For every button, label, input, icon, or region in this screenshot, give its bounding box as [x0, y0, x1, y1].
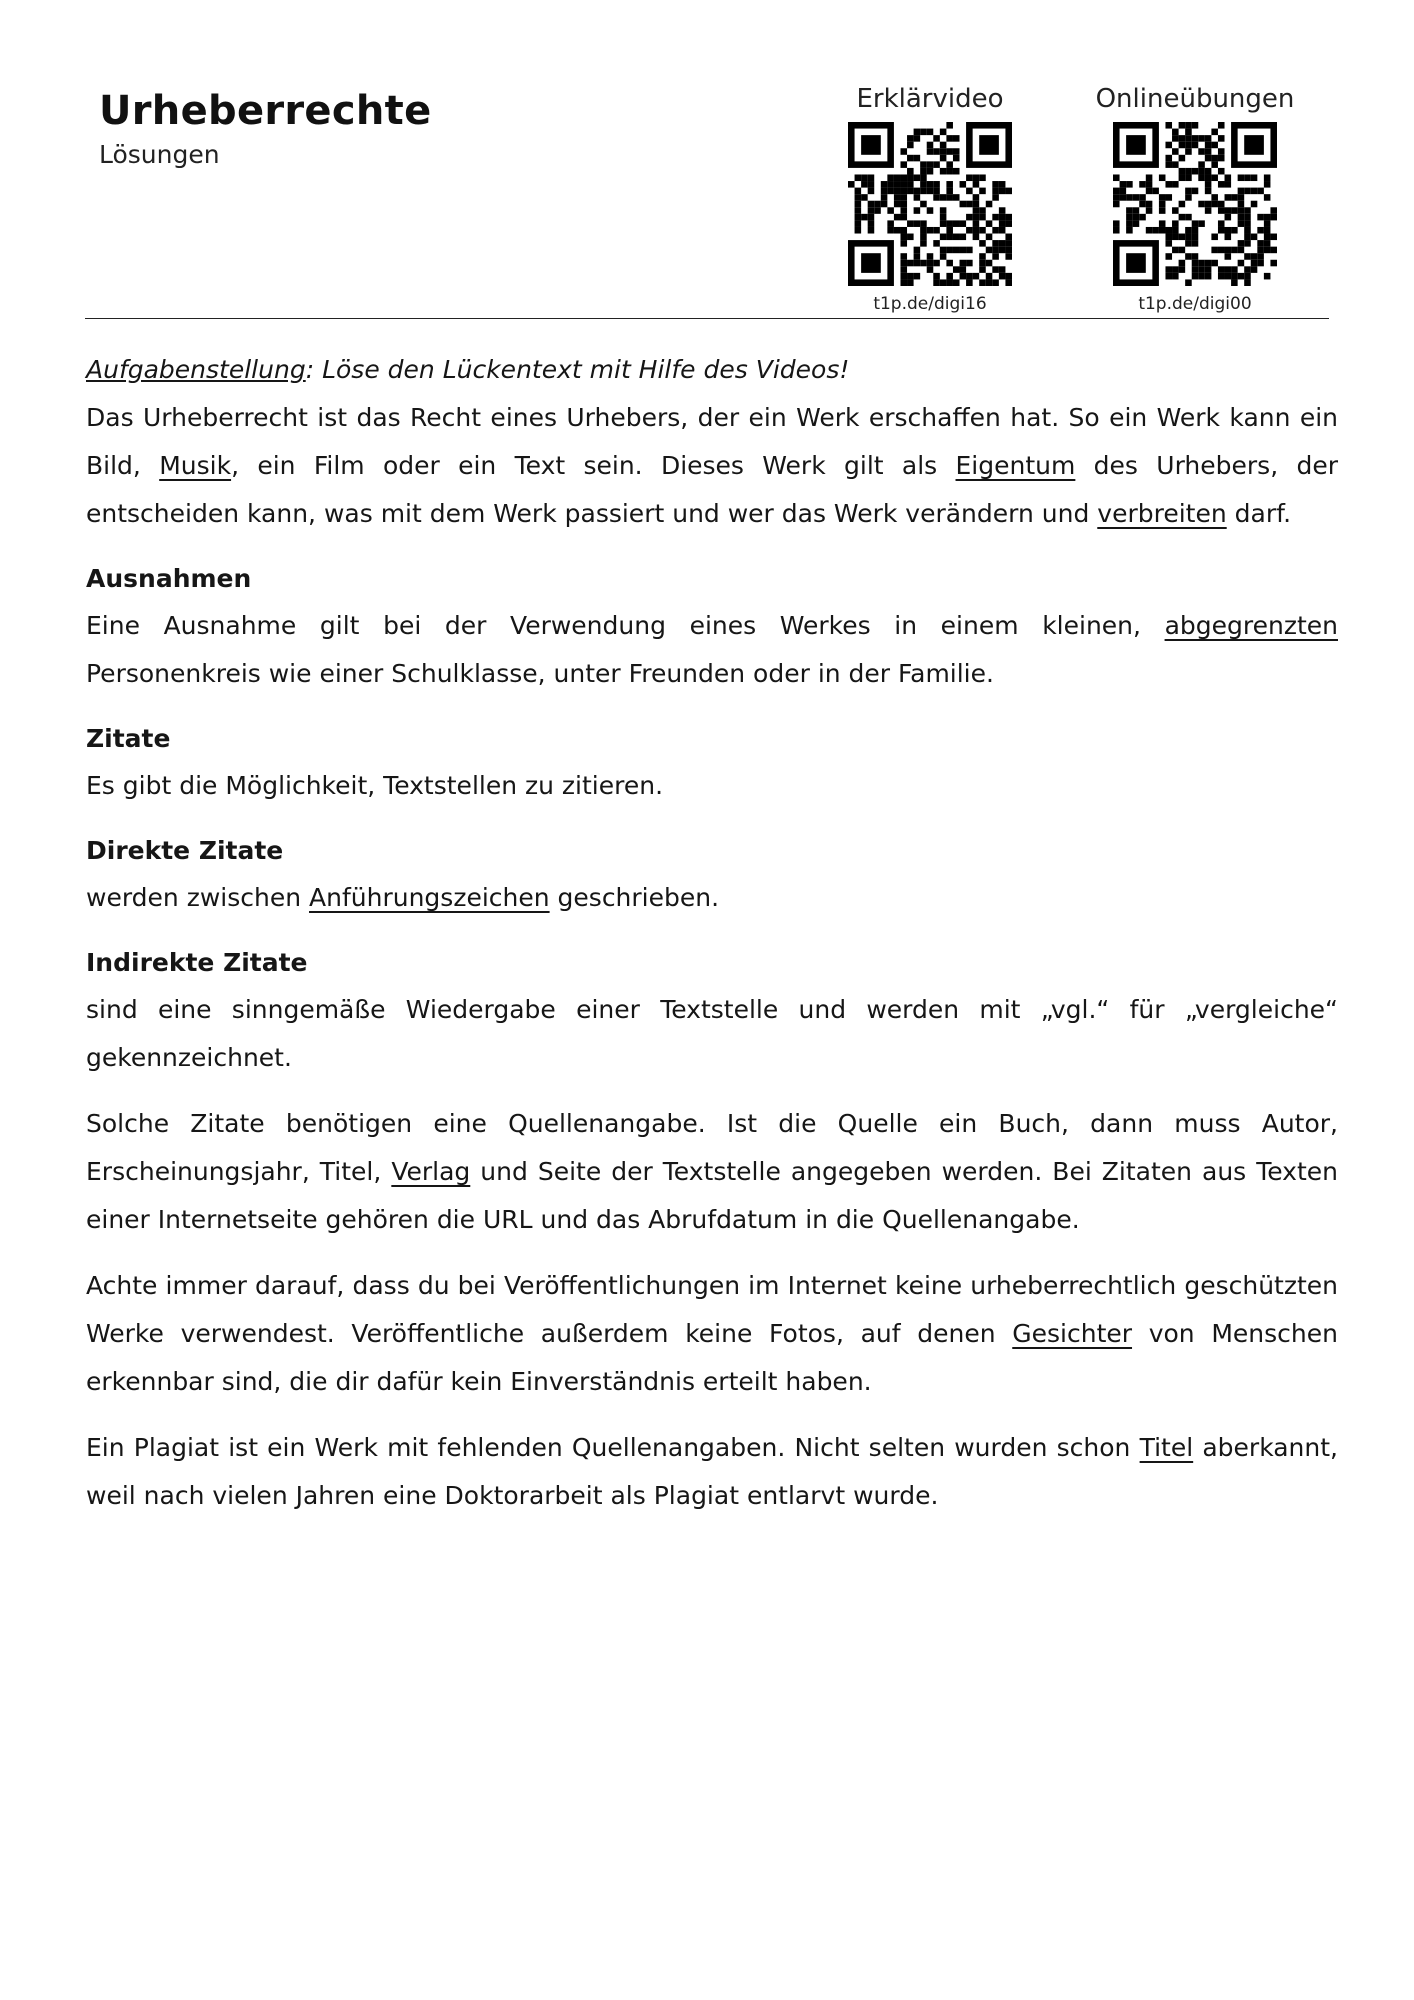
text-run: geschrieben. — [549, 883, 720, 912]
text-run: Das Urheberrecht ist das Recht eines Urhebers, der ein Werk erschaffen hat. So ein Werk kann ein Bild, — [86, 403, 1338, 480]
heading-zitate: Zitate — [86, 724, 171, 753]
text-run: Personenkreis wie einer Schulklasse, unter Freunden oder in der Familie. — [86, 659, 994, 688]
heading-direkte-zitate: Direkte Zitate — [86, 836, 284, 865]
text-run: werden zwischen — [86, 883, 310, 912]
text-run: von Menschen erkennbar sind, die dir dafür kein Einverständnis erteilt haben. — [86, 1319, 1338, 1396]
task-text: : Löse den Lückentext mit Hilfe des Videos! — [305, 355, 850, 384]
task-label: Aufgabenstellung — [86, 355, 306, 384]
answer-blank: abgegrenzten — [1164, 611, 1338, 640]
text-run: Achte immer darauf, dass du bei Veröffentlichungen im Internet keine urheberrechtlich geschützten Werke verwendest. Veröffentliche außerdem keine Fotos, auf denen — [86, 1271, 1338, 1348]
heading-indirekte-zitate: Indirekte Zitate — [86, 948, 308, 977]
qr-code-icon[interactable] — [1113, 122, 1277, 286]
text-run: des Urhebers, der entscheiden kann, was mit dem Werk passiert und wer das Werk verändern und — [86, 451, 1338, 528]
plagiat-paragraph — [86, 1424, 1338, 1520]
page-subtitle: Lösungen — [99, 140, 220, 169]
qr-url-exercises: t1p.de/digi00 — [1138, 294, 1252, 314]
answer-blank: Anführungszeichen — [309, 883, 550, 912]
answer-blank: Gesichter — [1012, 1319, 1133, 1348]
zitate-paragraph: Es gibt die Möglichkeit, Textstellen zu zitieren. — [86, 771, 664, 800]
task-instruction — [86, 346, 1338, 394]
quellen-paragraph — [86, 1100, 1338, 1244]
qr-url-video: t1p.de/digi16 — [873, 294, 987, 314]
text-run: und Seite der Textstelle angegeben werden. Bei Zitaten aus Texten einer Internetseite gehören die URL und das Abrufdatum in die Quellenangabe. — [86, 1157, 1339, 1234]
text-run: , ein Film oder ein Text sein. Dieses Werk gilt als — [231, 451, 956, 480]
ausnahmen-paragraph — [86, 602, 1338, 698]
indirekte-paragraph: sind eine sinngemäße Wiedergabe einer Textstelle und werden mit „vgl.“ für „vergleiche“ gekennzeichnet. — [86, 995, 1338, 1072]
qr-label-video: Erklärvideo — [856, 84, 1004, 114]
heading-ausnahmen: Ausnahmen — [86, 564, 252, 593]
answer-blank: Eigentum — [955, 451, 1076, 480]
text-run: Solche Zitate benötigen eine Quellenangabe. Ist die Quelle ein Buch, dann muss Autor, Erscheinungsjahr, Titel, — [86, 1109, 1338, 1186]
text-run: aberkannt, weil nach vielen Jahren eine Doktorarbeit als Plagiat entlarvt wurde. — [86, 1433, 1338, 1510]
direkte-paragraph — [86, 874, 1338, 922]
text-run: Ein Plagiat ist ein Werk mit fehlenden Quellenangaben. Nicht selten wurden schon — [86, 1433, 1140, 1462]
answer-blank: verbreiten — [1097, 499, 1227, 528]
page-title: Urheberrechte — [99, 88, 432, 134]
answer-blank: Musik — [159, 451, 232, 480]
qr-label-exercises: Onlineübungen — [1095, 84, 1295, 114]
internet-paragraph — [86, 1262, 1338, 1406]
qr-block-exercises — [1085, 84, 1305, 314]
text-run: Eine Ausnahme gilt bei der Verwendung eines Werkes in einem kleinen, — [86, 611, 1165, 640]
answer-blank: Titel — [1139, 1433, 1194, 1462]
header-divider — [85, 318, 1329, 319]
answer-blank: Verlag — [391, 1157, 471, 1186]
intro-paragraph — [86, 394, 1338, 538]
qr-block-video — [820, 84, 1040, 314]
text-run: darf. — [1226, 499, 1292, 528]
worksheet-body — [86, 346, 1338, 1520]
qr-code-icon[interactable] — [848, 122, 1012, 286]
